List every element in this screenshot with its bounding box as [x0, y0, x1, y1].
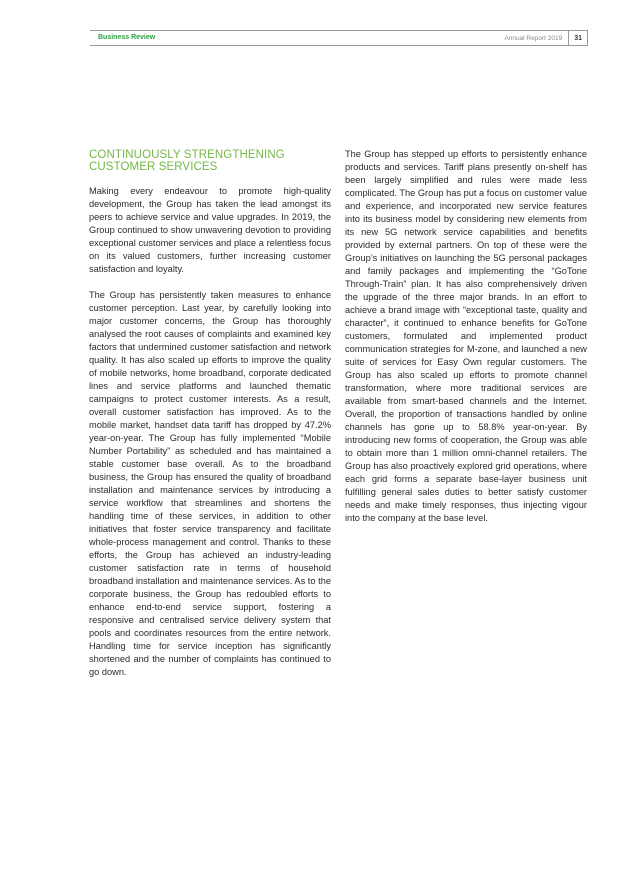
- header-report-title: Annual Report 2019: [504, 34, 563, 42]
- left-paragraph-1: Making every endeavour to promote high-quality development, the Group has taken the lead amongst its peers to achieve service and value upgrades. In 2019, the Group continued to show unwavering devotion to providing exceptional customer services and place a relentless focus on its valued customers, further increasing customer satisfaction and loyalty.: [89, 186, 331, 274]
- right-column: [345, 148, 587, 525]
- header-right: [504, 31, 587, 45]
- section-title-line-2: CUSTOMER SERVICES: [89, 161, 218, 173]
- page-header: [90, 30, 588, 46]
- left-paragraph-2: The Group has persistently taken measures to enhance customer perception. Last year, by carefully looking into major customer concerns, the Group has thoroughly analysed the root causes of complaints and examined key factors that undermined customer satisfaction and network quality. It has also scaled up efforts to improve the quality of mobile networks, home broadband, corporate dedicated lines and service platforms and launched thematic campaigns to protect customer interests. As a result, overall customer satisfaction has improved. As to the mobile market, handset data tariff has dropped by 47.2% year-on-year. The Group has fully implemented “Mobile Number Portability” as scheduled and has maintained a stable customer base overall. As to the broadband business, the Group has ensured the quality of broadband installation and maintenance services by introducing a service workflow that streamlines and shortens the handling time of these services, in addition to other initiatives that foster service transparency and facilitate whole-process management and control. Thanks to these efforts, the Group has achieved an industry-leading customer satisfaction rate in terms of household broadband installation and maintenance services. As to the corporate business, the Group has redoubled efforts to enhance end-to-end service support, fostering a responsive and centralised service delivery system that pools and coordinates resources from the entire network. Handling time for service inception has significantly shortened and the number of complaints has continued to go down.: [89, 290, 331, 677]
- left-column: [89, 149, 331, 679]
- section-title-line-1: CONTINUOUSLY STRENGTHENING: [89, 149, 285, 161]
- header-section-label: Business Review: [98, 34, 156, 41]
- section-title: [89, 149, 331, 173]
- right-paragraph-1: The Group has stepped up efforts to persistently enhance products and services. Tariff plans presently on-shelf has been largely simplified and rules were made less complicated. The Group has put a focus on customer value and experience, and incorporated new service features into its business model by considering new elements from its new 5G network service capabilities and benefits provided by external partners. On top of these were the Group’s initiatives on launching the 5G personal packages and family packages and implementing the “GoTone Through-Train” plan. It has also comprehensively driven the upgrade of the three major brands. In an effort to achieve a brand image with “exceptional taste, quality and character”, it continued to enhance benefits for GoTone customers, formulated and implemented product communication strategies for M-zone, and launched a new suite of services for Easy Own regular customers. The Group has also scaled up efforts to promote channel transformation, where more traditional services are available from smart-based channels and the Internet. Overall, the proportion of transactions handled by online channels has gone up to 58.8% year-on-year. By introducing new forms of cooperation, the Group was able to obtain more than 1 million omni-channel retailers. The Group has also proactively explored grid operations, where each grid forms a separate base-layer business unit fulfilling general sales duties to better satisfy customer needs and make timely responses, thus injecting vigour into the company at the base level.: [345, 149, 588, 523]
- page-number: 31: [574, 34, 582, 42]
